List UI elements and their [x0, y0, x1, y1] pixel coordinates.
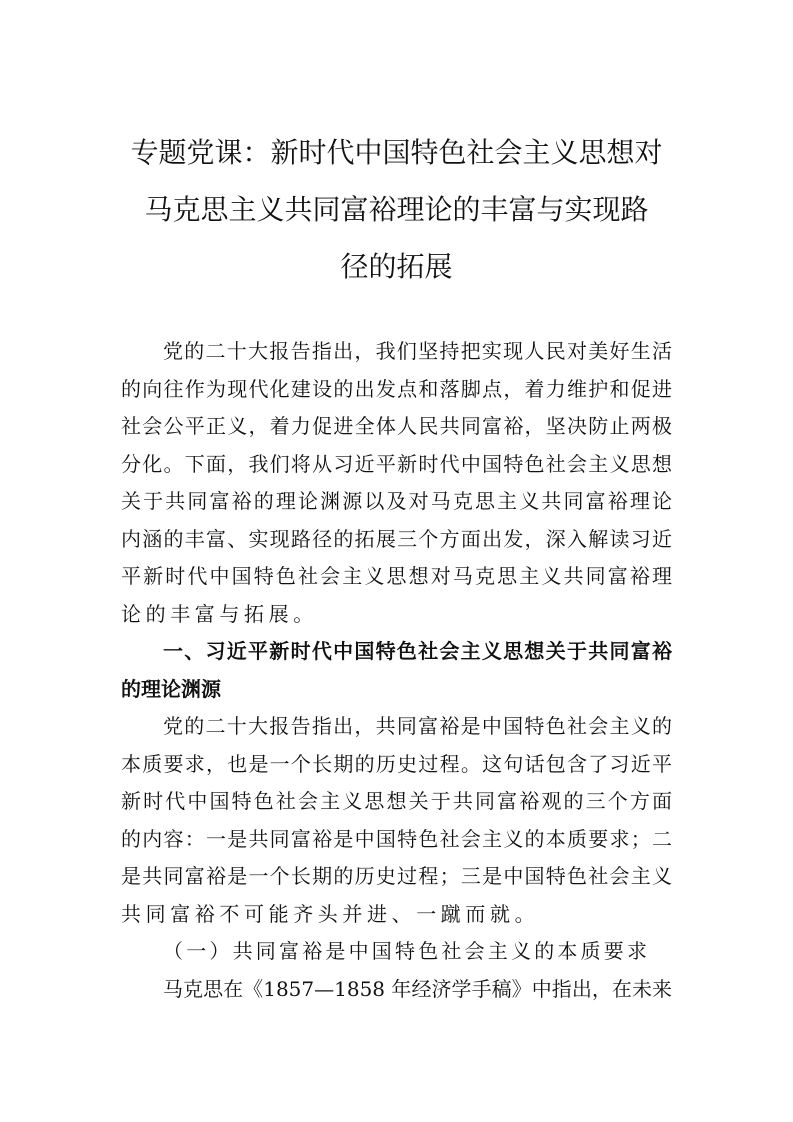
title-line: 专题党课：新时代中国特色社会主义思想对 — [130, 136, 663, 169]
heading-line: 一、习近平新时代中国特色社会主义思想关于共同富裕 — [163, 639, 672, 663]
text-line: 论的丰富与拓展。 — [121, 601, 318, 626]
document-body — [121, 333, 672, 1008]
subheading-1: （一）共同富裕是中国特色社会主义的本质要求 — [163, 939, 651, 963]
title-line: 马克思主义共同富裕理论的丰富与实现路 — [144, 193, 649, 226]
text-line: 内涵的丰富、实现路径的拓展三个方面出发，深入解读习近 — [121, 526, 672, 551]
paragraph-3 — [121, 971, 672, 1009]
text-line: 平新时代中国特色社会主义思想对马克思主义共同富裕理 — [121, 564, 672, 588]
text-line: 社会公平正义，着力促进全体人民共同富裕，坚决防止两极 — [121, 414, 672, 438]
section-heading-1 — [121, 633, 672, 708]
text-line: 的向往作为现代化建设的出发点和落脚点，着力维护和促进 — [121, 376, 672, 401]
text-line: 党的二十大报告指出，共同富裕是中国特色社会主义的 — [163, 714, 672, 738]
paragraph-intro — [121, 333, 672, 633]
document-title — [110, 124, 683, 295]
heading-line: 的理论渊源 — [121, 676, 221, 701]
text-line: 新时代中国特色社会主义思想关于共同富裕观的三个方面 — [121, 789, 672, 813]
text-line: 共同富裕不可能齐头并进、一蹴而就。 — [121, 901, 540, 926]
text-line: 马克思在《1857—1858 年经济学手稿》中指出，在未来 — [163, 976, 672, 1001]
paragraph-2 — [121, 708, 672, 933]
text-line: 党的二十大报告指出，我们坚持把实现人民对美好生活 — [163, 339, 672, 363]
title-line: 径的拓展 — [340, 250, 453, 283]
text-line: 是共同富裕是一个长期的历史过程；三是中国特色社会主义 — [121, 864, 672, 888]
text-line: 本质要求，也是一个长期的历史过程。这句话包含了习近平 — [121, 751, 672, 776]
text-line: 关于共同富裕的理论渊源以及对马克思主义共同富裕理论 — [121, 489, 672, 513]
text-line: 的内容：一是共同富裕是中国特色社会主义的本质要求；二 — [121, 826, 672, 851]
text-line: 分化。下面，我们将从习近平新时代中国特色社会主义思想 — [121, 451, 672, 476]
